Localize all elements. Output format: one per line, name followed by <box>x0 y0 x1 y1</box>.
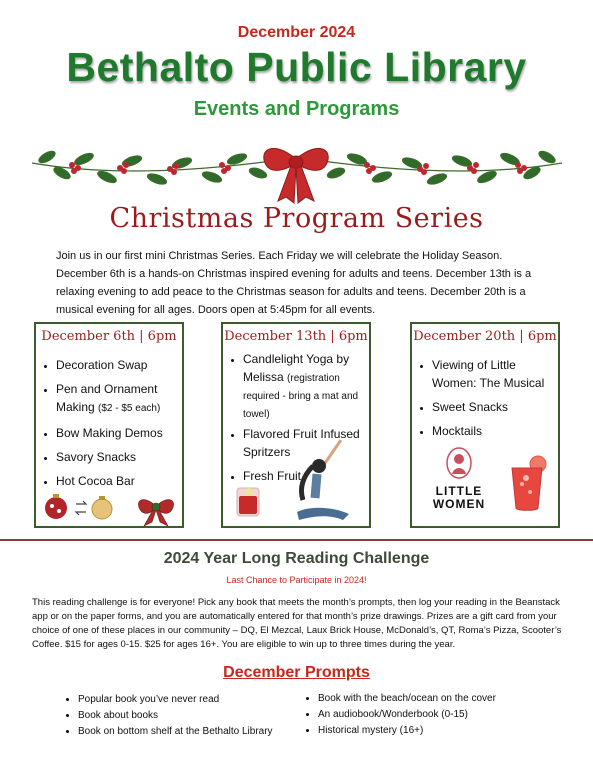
list-item: • Mocktails <box>432 422 558 440</box>
december-prompts-title: December Prompts <box>223 664 370 681</box>
red-bow <box>264 148 329 203</box>
ornament-swap-image <box>44 488 180 526</box>
holly-garland-image <box>22 135 571 205</box>
card-title: December 13th | 6pm <box>224 329 368 344</box>
logo-line-1: LITTLE <box>435 484 483 498</box>
item-note: (registration required - bring a mat and towel) <box>243 373 359 420</box>
list-item: • Decoration Swap <box>56 356 182 374</box>
garland-left <box>32 149 272 186</box>
list-item <box>243 350 369 422</box>
card-list <box>412 356 558 440</box>
list-item: • Book about books <box>78 708 318 724</box>
reading-challenge-body: This reading challenge is for everyone! Pick any book that meets the month’s prompts, then log your reading in the Beanstack app or on the paper forms, and you are automatically entered for that month’s prize drawings. Prizes are a gift card from your choice of one of these places in our community – DQ, El Mezcal, Laux Brick House, McDonald’s, QT, Roma’s Pizza, Scooter’s Coffee. $15 for ages 0-15. $25 for ages 16+. You are eligible to win up to three times during the year. <box>32 597 562 650</box>
list-item: • An audiobook/Wonderbook (0-15) <box>318 707 578 723</box>
list-item: • Popular book you’ve never read <box>78 692 318 708</box>
reading-challenge-subtitle: Last Chance to Participate in 2024! <box>226 575 367 585</box>
item-note: ($2 - $5 each) <box>98 403 161 414</box>
list-item: • Historical mystery (16+) <box>318 723 578 739</box>
card-list <box>36 356 182 490</box>
event-card-dec-6 <box>34 322 184 528</box>
list-item: • Hot Cocoa Bar <box>56 472 182 490</box>
logo-line-2: WOMEN <box>432 497 486 511</box>
series-intro: Join us in our first mini Christmas Series. Each Friday we will celebrate the Holiday Season. December 6th is a hands-on Christmas inspired evening for adults and teens. December 13th is a relaxing evening to add peace to the Christmas season for adults and teens. December 20th is a musical evening for all ages. Doors open at 5:45pm for all events. <box>56 250 532 316</box>
item-label: Pen and Ornament Making <box>56 382 158 414</box>
card-title: December 20th | 6pm <box>413 329 557 344</box>
prompts-list-left <box>60 692 318 740</box>
events-subtitle: Events and Programs <box>193 98 400 120</box>
event-card-dec-20 <box>410 322 560 528</box>
little-women-logo <box>424 446 494 511</box>
list-item: • Flavored Fruit Infused Spritzers <box>243 425 369 461</box>
mocktail-image <box>506 454 548 514</box>
section-divider <box>0 539 593 541</box>
list-item: • Book with the beach/ocean on the cover <box>318 691 578 707</box>
issue-month: December 2024 <box>237 24 356 41</box>
event-card-dec-13 <box>221 322 371 528</box>
list-item <box>56 380 182 418</box>
list-item: • Savory Snacks <box>56 448 182 466</box>
cameo-icon <box>444 446 474 480</box>
item-label: Candlelight Yoga by Melissa <box>243 352 350 384</box>
series-title: Christmas Program Series <box>109 203 484 234</box>
yoga-spritzer-image <box>233 436 369 526</box>
library-name: Bethalto Public Library <box>66 44 527 90</box>
prompts-list-right <box>300 691 578 739</box>
list-item: • Sweet Snacks <box>432 398 558 416</box>
list-item: • Book on bottom shelf at the Bethalto Library <box>78 724 318 740</box>
list-item: • Fresh Fruit <box>243 467 369 485</box>
list-item: • Viewing of Little Women: The Musical <box>432 356 558 392</box>
list-item: • Bow Making Demos <box>56 424 182 442</box>
reading-challenge-title: 2024 Year Long Reading Challenge <box>163 550 430 567</box>
card-title: December 6th | 6pm <box>41 329 177 344</box>
